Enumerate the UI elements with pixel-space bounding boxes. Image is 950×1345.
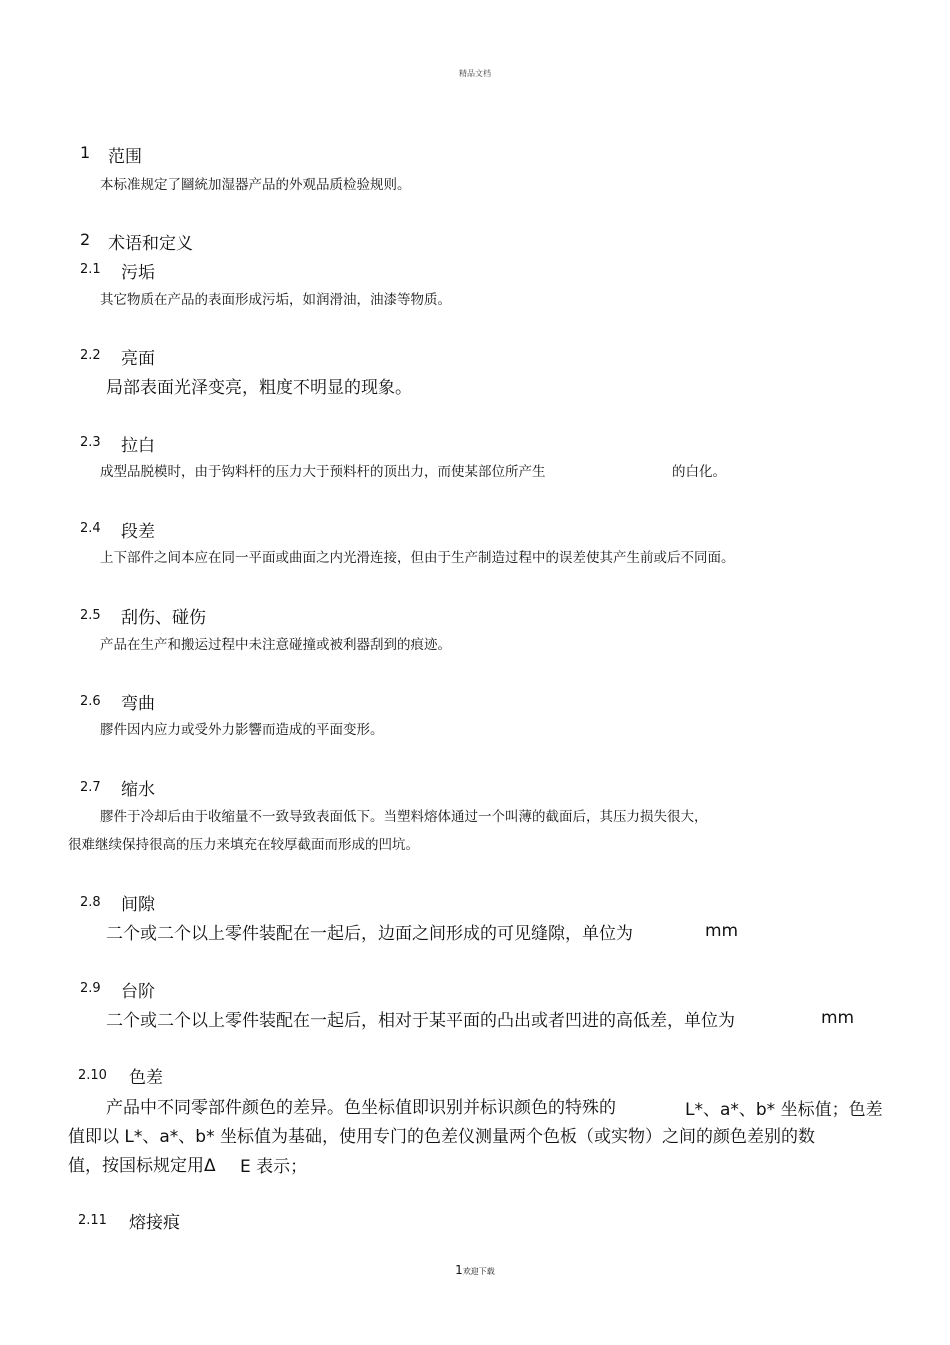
subsection-title: 污垢 bbox=[121, 263, 155, 283]
page-footer bbox=[0, 1263, 950, 1277]
subsection-title: 色差 bbox=[129, 1068, 163, 1088]
subsection-number: 2.7 bbox=[80, 780, 101, 795]
subsection-body: 二个或二个以上零件装配在一起后，边面之间形成的可见缝隙，单位为 bbox=[106, 924, 633, 944]
subsection-title: 拉白 bbox=[121, 436, 155, 456]
subsection-title: 间隙 bbox=[121, 895, 155, 915]
subsection-body-part: 的白化。 bbox=[672, 464, 726, 480]
subsection-number: 2.4 bbox=[80, 521, 101, 536]
subsection-body: 二个或二个以上零件装配在一起后，相对于某平面的凸出或者凹进的高低差，单位为 bbox=[106, 1011, 735, 1031]
subsection-number: 2.2 bbox=[80, 348, 101, 363]
subsection-number: 2.1 bbox=[80, 262, 101, 277]
section-number: 2 bbox=[80, 230, 91, 249]
subsection-number: 2.6 bbox=[80, 694, 101, 709]
subsection-number: 2.8 bbox=[80, 895, 101, 910]
footer-text: 欢迎下载 bbox=[462, 1267, 495, 1276]
subsection-number: 2.5 bbox=[80, 608, 101, 623]
subsection-body-line: 产品中不同零部件颜色的差异。色坐标值即识别并标识颜色的特殊的 bbox=[106, 1098, 616, 1118]
subsection-body: 局部表面光泽变亮，粗度不明显的现象。 bbox=[106, 378, 412, 398]
subsection-body-line: 膠件于冷却后由于收缩量不一致导致表面低下。当塑料熔体通过一个叫薄的截面后，其压力损失很大， bbox=[100, 809, 708, 825]
subsection-body-line: 值即以 L*、a*、b* 坐标值为基础，使用专门的色差仪测量两个色板（或实物）之间的颜色差别的数 bbox=[68, 1127, 815, 1147]
subsection-body: 膠件因内应力或受外力影響而造成的平面变形。 bbox=[100, 722, 384, 738]
subsection-title: 段差 bbox=[121, 522, 155, 542]
subsection-number: 2.3 bbox=[80, 435, 101, 450]
page-header: 精品文档 bbox=[459, 69, 491, 78]
subsection-title: 刮伤、碰伤 bbox=[121, 608, 206, 628]
subsection-title: 弯曲 bbox=[121, 694, 155, 714]
section-body: 本标准规定了圝統加湿器产品的外观品质检验规则。 bbox=[100, 177, 411, 193]
subsection-number: 2.9 bbox=[80, 981, 101, 996]
unit-text: mm bbox=[705, 921, 739, 941]
section-title: 范围 bbox=[108, 147, 142, 167]
subsection-body-line: E 表示； bbox=[240, 1157, 308, 1177]
subsection-body-line: 值，按国标规定用Δ bbox=[68, 1156, 216, 1176]
subsection-body-part: 成型品脱模时，由于钩料杆的压力大于预料杆的顶出力，而使某部位所产生 bbox=[100, 464, 546, 480]
unit-text: mm bbox=[821, 1008, 855, 1028]
subsection-body-line: 很难继续保持很高的压力来填充在较厚截面而形成的凹坑。 bbox=[68, 837, 419, 853]
section-number: 1 bbox=[80, 143, 91, 162]
section-title: 术语和定义 bbox=[108, 234, 193, 254]
subsection-title: 缩水 bbox=[121, 780, 155, 800]
subsection-body: 其它物质在产品的表面形成污垢，如润滑油，油漆等物质。 bbox=[100, 292, 451, 308]
subsection-body: 产品在生产和搬运过程中未注意碰撞或被利器刮到的痕迹。 bbox=[100, 637, 451, 653]
subsection-title: 台阶 bbox=[121, 982, 155, 1002]
page-number: 1 bbox=[455, 1263, 463, 1277]
subsection-body-line: L*、a*、b* 坐标值；色差 bbox=[685, 1100, 883, 1120]
subsection-number: 2.10 bbox=[78, 1068, 107, 1083]
subsection-title: 熔接痕 bbox=[129, 1213, 180, 1233]
subsection-title: 亮面 bbox=[121, 349, 155, 369]
subsection-body: 上下部件之间本应在同一平面或曲面之内光滑连接，但由于生产制造过程中的误差使其产生前或后不同面。 bbox=[100, 550, 735, 566]
subsection-number: 2.11 bbox=[78, 1213, 107, 1228]
